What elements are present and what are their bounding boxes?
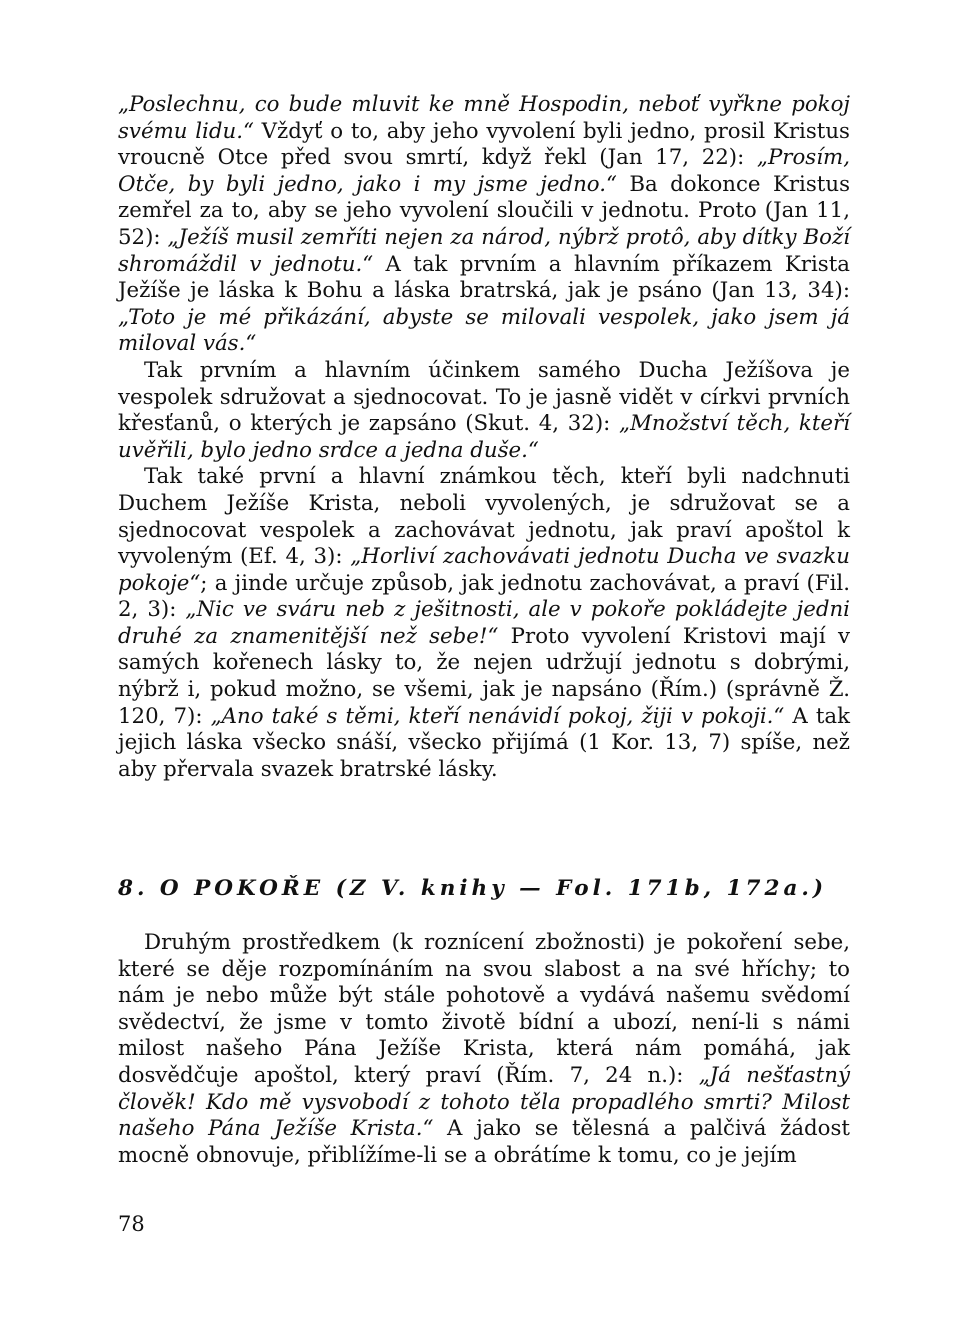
- text-run: Tak prvním a hlavním účinkem samého Ducha Ježíšova je vespolek sdružovat a sjednocovat. To je jasně vidět v církvi prvních křesťanů, o kterých je zapsáno (Skut. 4, 32):: [118, 357, 850, 437]
- text-run: A tak jejich láska všecko snáší, všecko přijímá (1 Kor. 13, 7) spíše, než aby přervala svazek bratrské lásky.: [118, 703, 850, 782]
- text-run: „Toto je mé přikázání, abyste se milovali vespolek, jako jsem já miloval vás.“: [118, 304, 850, 357]
- text-run: „Horliví zachovávati jednotu Ducha ve svazku pokoje“: [118, 544, 850, 596]
- paragraph-2: [118, 358, 850, 464]
- page-body-bottom: [118, 930, 850, 1169]
- text-run: „Množství těch, kteří uvěřili, bylo jedno srdce a jedna duše.“: [118, 411, 850, 463]
- page-body-top: [118, 92, 850, 783]
- text-run: Tak také první a hlavní známkou těch, kteří byli nadchnuti Duchem Ježíše Krista, neboli vyvolených, je sdružovat se a sjednocovat vespolek a zachovávat jednotu, jak praví apoštol k vyvoleným (Ef. 4, 3):: [118, 464, 850, 570]
- text-run: Ba dokonce Kristus zemřel za to, aby se jeho vyvolení sloučili v jednotu. Proto (Jan 11, 52):: [118, 171, 850, 250]
- text-run: Druhým prostředkem (k roznícení zbožnosti) je pokoření sebe, které se děje rozpomínáním na svou slabost a na své hříchy; to nám je nebo může být stále pohotově a vydává našemu svědomí svědectví, že jsme v tomto životě bídní a ubozí, není-li s námi milost našeho Pána Ježíše Krista, která nám pomáhá, jak dosvědčuje apoštol, který praví (Řím. 7, 24 n.):: [118, 930, 850, 1088]
- text-run: „Ano také s těmi, kteří nenávidí pokoj, žiji v pokoji.“: [210, 703, 785, 729]
- page-number: 78: [118, 1212, 145, 1236]
- text-run: Vždyť o to, aby jeho vyvolení byli jedno, prosil Kristus vroucně Otce před svou smrtí, když řekl (Jan 17, 22):: [118, 118, 850, 171]
- text-run: Proto vyvolení Kristovi mají v samých kořenech lásky to, že nejen udržují jednotu s dobrými, nýbrž i, pokud možno, se všemi, jak je napsáno (Řím.) (správně Ž. 120, 7):: [118, 623, 850, 729]
- paragraph-3: [118, 464, 850, 783]
- text-run: „Ježíš musil zemříti nejen za národ, nýbrž protô, aby dítky Boží shromáždil v jednotu.“: [118, 224, 850, 277]
- paragraph-1: [118, 92, 850, 358]
- text-run: A jako se tělesná a palčivá žádost mocně obnovuje, přiblížíme-li se a obrátíme k tomu, co je jejím: [118, 1116, 850, 1168]
- section-heading: 8. O POKOŘE (Z V. knihy — Fol. 171b, 172a.): [118, 876, 828, 901]
- text-run: „Já nešťastný člověk! Kdo mě vysvobodí z tohoto těla propadlého smrti? Milost našeho Pána Ježíše Krista.“: [118, 1062, 850, 1142]
- paragraph-4: [118, 930, 850, 1169]
- text-run: „Nic ve sváru neb z ješitnosti, ale v pokoře pokládejte jedni druhé za znamenitější než sebe!“: [118, 597, 850, 649]
- text-run: „Prosím, Otče, by byli jedno, jako i my jsme jedno.“: [118, 145, 850, 197]
- text-run: A tak prvním a hlavním příkazem Krista Ježíše je láska k Bohu a láska bratrská, jak je psáno (Jan 13, 34):: [118, 251, 850, 304]
- text-run: „Poslechnu, co bude mluvit ke mně Hospodin, neboť vyřkne pokoj svému lidu.“: [118, 92, 850, 144]
- text-run: ; a jinde určuje způsob, jak jednotu zachovávat, a praví (Fil. 2, 3):: [118, 570, 850, 623]
